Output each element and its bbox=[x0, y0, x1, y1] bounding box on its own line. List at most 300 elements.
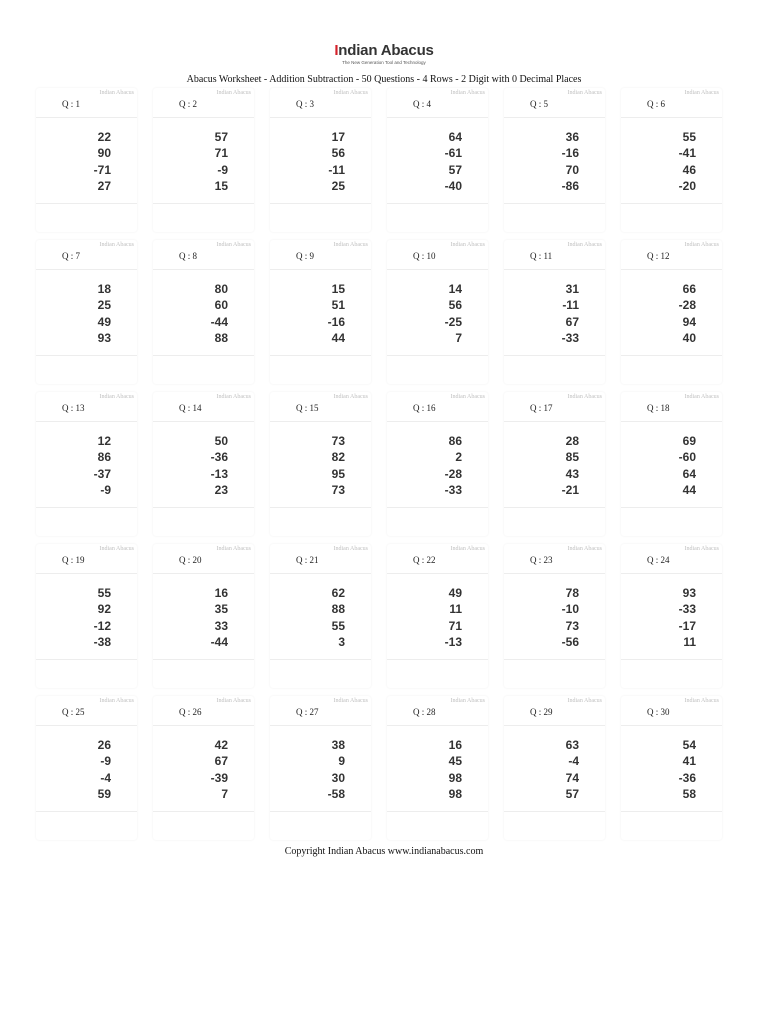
answer-line bbox=[621, 811, 722, 812]
question-card bbox=[36, 88, 137, 232]
number-value: 98 bbox=[448, 770, 462, 785]
number-value: -60 bbox=[678, 450, 696, 465]
divider bbox=[621, 269, 722, 270]
number-value: -36 bbox=[678, 770, 696, 785]
number-value: -13 bbox=[444, 634, 462, 649]
question-card bbox=[621, 88, 722, 232]
number-value: 56 bbox=[331, 146, 345, 161]
question-grid bbox=[36, 88, 722, 840]
number-column bbox=[566, 737, 579, 802]
number-value: 85 bbox=[565, 450, 579, 465]
number-value: 73 bbox=[331, 434, 345, 448]
divider bbox=[504, 573, 605, 574]
number-value: 57 bbox=[565, 786, 579, 801]
divider bbox=[153, 117, 254, 118]
number-value: 2 bbox=[455, 450, 462, 465]
answer-line bbox=[153, 811, 254, 812]
answer-line bbox=[153, 507, 254, 508]
number-value: 49 bbox=[97, 314, 111, 329]
watermark: Indian Abacus bbox=[567, 394, 602, 400]
number-column bbox=[98, 281, 111, 346]
answer-line bbox=[36, 507, 137, 508]
number-value: -38 bbox=[93, 634, 111, 649]
question-label: Q : 29 bbox=[530, 707, 553, 717]
divider bbox=[504, 269, 605, 270]
number-value: -86 bbox=[561, 178, 579, 193]
number-value: 44 bbox=[682, 482, 696, 497]
divider bbox=[270, 117, 371, 118]
answer-line bbox=[621, 507, 722, 508]
number-value: 25 bbox=[331, 178, 345, 193]
question-card bbox=[153, 392, 254, 536]
divider bbox=[36, 421, 137, 422]
answer-line bbox=[504, 659, 605, 660]
number-value: 23 bbox=[214, 482, 228, 497]
number-value: -39 bbox=[210, 770, 228, 785]
worksheet-subtitle: Abacus Worksheet - Addition Subtraction - 50 Questions - 4 Rows - 2 Digit with 0 Decimal Places bbox=[186, 74, 582, 85]
number-value: 74 bbox=[565, 770, 579, 785]
question-label: Q : 4 bbox=[413, 99, 431, 109]
divider bbox=[504, 117, 605, 118]
question-label: Q : 21 bbox=[296, 555, 319, 565]
logo-initial: I bbox=[334, 42, 339, 59]
number-value: 33 bbox=[214, 618, 228, 633]
answer-line bbox=[270, 507, 371, 508]
number-value: 80 bbox=[214, 282, 228, 296]
number-value: -33 bbox=[444, 482, 462, 497]
number-value: 71 bbox=[214, 146, 228, 161]
number-value: 17 bbox=[331, 130, 345, 144]
question-card bbox=[36, 696, 137, 840]
number-column bbox=[562, 433, 579, 498]
number-value: 95 bbox=[331, 466, 345, 481]
number-value: 16 bbox=[214, 586, 228, 600]
divider bbox=[270, 421, 371, 422]
number-value: -44 bbox=[210, 634, 228, 649]
watermark: Indian Abacus bbox=[333, 546, 368, 552]
number-value: 64 bbox=[448, 130, 462, 144]
number-value: -28 bbox=[444, 466, 462, 481]
number-value: -4 bbox=[100, 770, 111, 785]
question-card bbox=[153, 88, 254, 232]
divider bbox=[270, 573, 371, 574]
number-value: -56 bbox=[561, 634, 579, 649]
number-value: 15 bbox=[331, 282, 345, 296]
number-value: 42 bbox=[214, 738, 228, 752]
question-card bbox=[387, 544, 488, 688]
question-card bbox=[36, 392, 137, 536]
number-value: -40 bbox=[444, 178, 462, 193]
number-value: 78 bbox=[565, 586, 579, 600]
number-value: -11 bbox=[328, 162, 345, 177]
number-value: 55 bbox=[97, 586, 111, 600]
number-column bbox=[332, 433, 345, 498]
number-value: 88 bbox=[214, 330, 228, 345]
question-label: Q : 23 bbox=[530, 555, 553, 565]
number-value: 71 bbox=[448, 618, 462, 633]
question-card bbox=[387, 392, 488, 536]
divider bbox=[504, 421, 605, 422]
question-card bbox=[387, 88, 488, 232]
question-card bbox=[270, 696, 371, 840]
question-card bbox=[153, 240, 254, 384]
question-label: Q : 20 bbox=[179, 555, 202, 565]
logo-title bbox=[0, 42, 768, 59]
number-column bbox=[94, 585, 111, 650]
number-value: 40 bbox=[682, 330, 696, 345]
number-value: 67 bbox=[214, 754, 228, 769]
number-column bbox=[449, 737, 462, 802]
answer-line bbox=[504, 355, 605, 356]
number-value: 16 bbox=[448, 738, 462, 752]
watermark: Indian Abacus bbox=[684, 242, 719, 248]
watermark: Indian Abacus bbox=[99, 90, 134, 96]
watermark: Indian Abacus bbox=[450, 394, 485, 400]
number-value: 50 bbox=[214, 434, 228, 448]
watermark: Indian Abacus bbox=[684, 546, 719, 552]
number-column bbox=[328, 129, 345, 194]
number-value: 90 bbox=[97, 146, 111, 161]
question-label: Q : 15 bbox=[296, 403, 319, 413]
number-value: 55 bbox=[331, 618, 345, 633]
watermark: Indian Abacus bbox=[684, 394, 719, 400]
number-value: 54 bbox=[682, 738, 696, 752]
number-value: 63 bbox=[565, 738, 579, 752]
number-value: 30 bbox=[331, 770, 345, 785]
answer-line bbox=[387, 811, 488, 812]
number-value: -17 bbox=[678, 618, 696, 633]
divider bbox=[36, 269, 137, 270]
number-column bbox=[328, 281, 345, 346]
watermark: Indian Abacus bbox=[450, 546, 485, 552]
answer-line bbox=[504, 811, 605, 812]
question-label: Q : 11 bbox=[530, 251, 553, 261]
question-label: Q : 9 bbox=[296, 251, 314, 261]
answer-line bbox=[153, 355, 254, 356]
question-label: Q : 17 bbox=[530, 403, 553, 413]
number-value: -4 bbox=[568, 754, 579, 769]
number-value: 41 bbox=[682, 754, 696, 769]
number-column bbox=[328, 737, 345, 802]
question-label: Q : 26 bbox=[179, 707, 202, 717]
number-value: 98 bbox=[448, 786, 462, 801]
number-value: -11 bbox=[562, 298, 579, 313]
number-value: 69 bbox=[682, 434, 696, 448]
logo bbox=[0, 42, 768, 65]
question-card bbox=[153, 696, 254, 840]
number-value: 3 bbox=[338, 634, 345, 649]
question-label: Q : 6 bbox=[647, 99, 665, 109]
number-value: -21 bbox=[561, 482, 579, 497]
number-value: 64 bbox=[682, 466, 696, 481]
question-card bbox=[36, 240, 137, 384]
number-value: -33 bbox=[678, 602, 696, 617]
watermark: Indian Abacus bbox=[333, 698, 368, 704]
number-value: 25 bbox=[97, 298, 111, 313]
number-column bbox=[679, 281, 696, 346]
number-value: 44 bbox=[331, 330, 345, 345]
divider bbox=[270, 725, 371, 726]
question-label: Q : 12 bbox=[647, 251, 670, 261]
number-value: 18 bbox=[97, 282, 111, 296]
number-column bbox=[562, 585, 579, 650]
number-column bbox=[679, 433, 696, 498]
number-value: -9 bbox=[100, 482, 111, 497]
number-value: 35 bbox=[214, 602, 228, 617]
question-label: Q : 2 bbox=[179, 99, 197, 109]
number-value: 7 bbox=[455, 330, 462, 345]
question-card bbox=[270, 392, 371, 536]
divider bbox=[387, 421, 488, 422]
number-value: -25 bbox=[444, 314, 462, 329]
number-value: 94 bbox=[682, 314, 696, 329]
question-label: Q : 18 bbox=[647, 403, 670, 413]
watermark: Indian Abacus bbox=[567, 698, 602, 704]
number-value: -44 bbox=[210, 314, 228, 329]
number-value: -12 bbox=[93, 618, 111, 633]
number-column bbox=[215, 129, 228, 194]
number-column bbox=[679, 129, 696, 194]
divider bbox=[153, 573, 254, 574]
answer-line bbox=[504, 507, 605, 508]
question-card bbox=[621, 696, 722, 840]
question-card bbox=[270, 544, 371, 688]
watermark: Indian Abacus bbox=[99, 394, 134, 400]
number-column bbox=[332, 585, 345, 650]
divider bbox=[621, 725, 722, 726]
divider bbox=[621, 573, 722, 574]
number-value: 11 bbox=[683, 634, 696, 649]
watermark: Indian Abacus bbox=[333, 242, 368, 248]
question-card bbox=[621, 392, 722, 536]
number-column bbox=[445, 129, 462, 194]
number-value: 26 bbox=[97, 738, 111, 752]
number-value: 62 bbox=[331, 586, 345, 600]
watermark: Indian Abacus bbox=[684, 90, 719, 96]
divider bbox=[36, 573, 137, 574]
answer-line bbox=[36, 355, 137, 356]
question-card bbox=[270, 88, 371, 232]
answer-line bbox=[621, 659, 722, 660]
number-column bbox=[211, 433, 228, 498]
watermark: Indian Abacus bbox=[216, 546, 251, 552]
number-value: 57 bbox=[448, 162, 462, 177]
number-value: -61 bbox=[444, 146, 462, 161]
copyright-footer: Copyright Indian Abacus www.indianabacus.com bbox=[284, 846, 484, 857]
divider bbox=[621, 421, 722, 422]
watermark: Indian Abacus bbox=[567, 546, 602, 552]
number-value: -71 bbox=[93, 162, 111, 177]
number-value: -33 bbox=[561, 330, 579, 345]
answer-line bbox=[387, 507, 488, 508]
number-value: 36 bbox=[565, 130, 579, 144]
divider bbox=[387, 117, 488, 118]
number-value: 55 bbox=[682, 130, 696, 144]
divider bbox=[153, 725, 254, 726]
number-value: 82 bbox=[331, 450, 345, 465]
number-value: 49 bbox=[448, 586, 462, 600]
number-value: 9 bbox=[338, 754, 345, 769]
number-column bbox=[211, 737, 228, 802]
number-value: 92 bbox=[97, 602, 111, 617]
question-label: Q : 16 bbox=[413, 403, 436, 413]
answer-line bbox=[270, 811, 371, 812]
answer-line bbox=[387, 355, 488, 356]
number-value: -58 bbox=[327, 786, 345, 801]
answer-line bbox=[153, 659, 254, 660]
answer-line bbox=[504, 203, 605, 204]
number-value: -20 bbox=[678, 178, 696, 193]
question-card bbox=[504, 544, 605, 688]
number-value: 66 bbox=[682, 282, 696, 296]
number-column bbox=[211, 585, 228, 650]
number-value: 14 bbox=[448, 282, 462, 296]
question-label: Q : 10 bbox=[413, 251, 436, 261]
divider bbox=[387, 573, 488, 574]
question-label: Q : 19 bbox=[62, 555, 85, 565]
number-value: 73 bbox=[331, 482, 345, 497]
question-label: Q : 25 bbox=[62, 707, 85, 717]
divider bbox=[621, 117, 722, 118]
question-label: Q : 24 bbox=[647, 555, 670, 565]
question-label: Q : 30 bbox=[647, 707, 670, 717]
question-card bbox=[504, 392, 605, 536]
number-value: 93 bbox=[97, 330, 111, 345]
watermark: Indian Abacus bbox=[450, 242, 485, 248]
answer-line bbox=[270, 203, 371, 204]
question-label: Q : 13 bbox=[62, 403, 85, 413]
number-value: -36 bbox=[210, 450, 228, 465]
number-value: 70 bbox=[565, 162, 579, 177]
number-value: 67 bbox=[565, 314, 579, 329]
number-value: 56 bbox=[448, 298, 462, 313]
number-value: -9 bbox=[100, 754, 111, 769]
answer-line bbox=[36, 659, 137, 660]
watermark: Indian Abacus bbox=[99, 698, 134, 704]
number-value: 28 bbox=[565, 434, 579, 448]
divider bbox=[387, 269, 488, 270]
answer-line bbox=[270, 355, 371, 356]
number-value: 27 bbox=[97, 178, 111, 193]
number-column bbox=[94, 129, 111, 194]
divider bbox=[36, 117, 137, 118]
number-value: 57 bbox=[214, 130, 228, 144]
watermark: Indian Abacus bbox=[567, 90, 602, 96]
number-value: 43 bbox=[565, 466, 579, 481]
divider bbox=[153, 421, 254, 422]
number-value: 86 bbox=[97, 450, 111, 465]
number-value: 59 bbox=[97, 786, 111, 801]
watermark: Indian Abacus bbox=[450, 698, 485, 704]
watermark: Indian Abacus bbox=[216, 242, 251, 248]
number-value: 31 bbox=[565, 282, 579, 296]
number-value: -28 bbox=[678, 298, 696, 313]
divider bbox=[36, 725, 137, 726]
answer-line bbox=[270, 659, 371, 660]
number-column bbox=[94, 433, 111, 498]
number-value: -41 bbox=[678, 146, 696, 161]
watermark: Indian Abacus bbox=[216, 394, 251, 400]
number-value: -10 bbox=[561, 602, 579, 617]
number-value: 51 bbox=[331, 298, 345, 313]
number-value: 22 bbox=[97, 130, 111, 144]
watermark: Indian Abacus bbox=[450, 90, 485, 96]
number-value: 73 bbox=[565, 618, 579, 633]
question-card bbox=[153, 544, 254, 688]
number-column bbox=[445, 433, 462, 498]
answer-line bbox=[387, 203, 488, 204]
number-value: 45 bbox=[448, 754, 462, 769]
question-label: Q : 3 bbox=[296, 99, 314, 109]
number-column bbox=[679, 585, 696, 650]
number-value: 15 bbox=[214, 178, 228, 193]
watermark: Indian Abacus bbox=[216, 698, 251, 704]
number-column bbox=[445, 585, 462, 650]
watermark: Indian Abacus bbox=[333, 90, 368, 96]
number-column bbox=[98, 737, 111, 802]
watermark: Indian Abacus bbox=[99, 546, 134, 552]
watermark: Indian Abacus bbox=[333, 394, 368, 400]
question-card bbox=[621, 544, 722, 688]
question-card bbox=[504, 88, 605, 232]
number-column bbox=[211, 281, 228, 346]
answer-line bbox=[387, 659, 488, 660]
question-label: Q : 28 bbox=[413, 707, 436, 717]
divider bbox=[153, 269, 254, 270]
divider bbox=[504, 725, 605, 726]
number-value: -16 bbox=[327, 314, 345, 329]
question-label: Q : 1 bbox=[62, 99, 80, 109]
number-column bbox=[445, 281, 462, 346]
number-value: 11 bbox=[449, 602, 462, 617]
question-card bbox=[621, 240, 722, 384]
number-value: 38 bbox=[331, 738, 345, 752]
number-value: 93 bbox=[682, 586, 696, 600]
question-label: Q : 7 bbox=[62, 251, 80, 261]
divider bbox=[387, 725, 488, 726]
number-value: -9 bbox=[217, 162, 228, 177]
logo-tagline: The New Generation Tool and Technology bbox=[342, 60, 426, 65]
question-label: Q : 27 bbox=[296, 707, 319, 717]
answer-line bbox=[621, 203, 722, 204]
question-label: Q : 14 bbox=[179, 403, 202, 413]
number-value: 86 bbox=[448, 434, 462, 448]
number-value: -37 bbox=[93, 466, 111, 481]
watermark: Indian Abacus bbox=[684, 698, 719, 704]
question-label: Q : 8 bbox=[179, 251, 197, 261]
question-card bbox=[504, 696, 605, 840]
number-column bbox=[562, 281, 579, 346]
question-card bbox=[270, 240, 371, 384]
question-card bbox=[387, 240, 488, 384]
number-value: 46 bbox=[682, 162, 696, 177]
number-column bbox=[562, 129, 579, 194]
watermark: Indian Abacus bbox=[216, 90, 251, 96]
answer-line bbox=[36, 203, 137, 204]
number-column bbox=[679, 737, 696, 802]
watermark: Indian Abacus bbox=[99, 242, 134, 248]
logo-name: ndian Abacus bbox=[338, 42, 434, 59]
question-card bbox=[504, 240, 605, 384]
question-card bbox=[36, 544, 137, 688]
number-value: 60 bbox=[214, 298, 228, 313]
answer-line bbox=[36, 811, 137, 812]
number-value: 7 bbox=[221, 786, 228, 801]
question-label: Q : 22 bbox=[413, 555, 436, 565]
number-value: 12 bbox=[97, 434, 111, 448]
number-value: 58 bbox=[682, 786, 696, 801]
divider bbox=[270, 269, 371, 270]
